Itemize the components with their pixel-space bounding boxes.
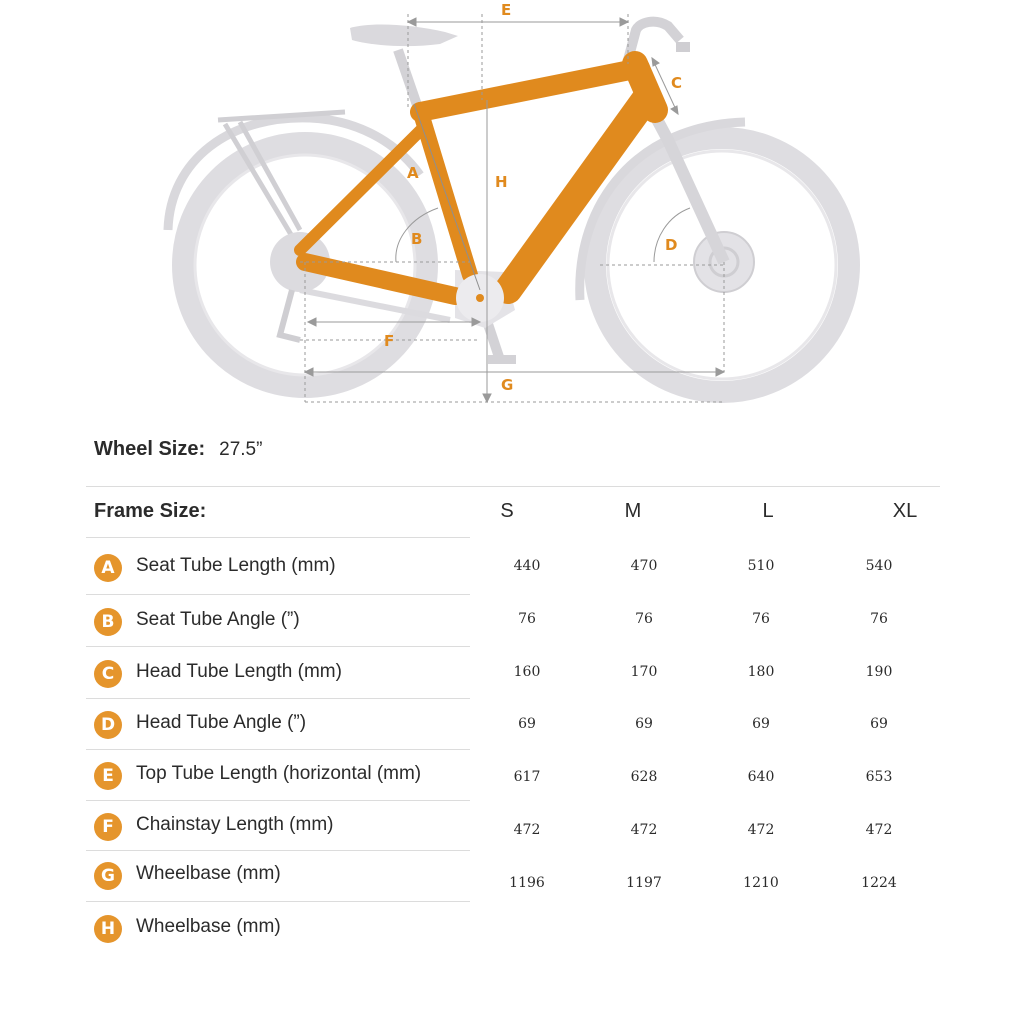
table-cell: 76: [518, 611, 536, 627]
table-cell: 1196: [509, 875, 545, 891]
table-row: [86, 901, 470, 953]
row-label: Head Tube Length (mm): [136, 661, 342, 682]
table-row: [86, 749, 470, 801]
table-cell: 76: [635, 611, 653, 627]
table-cell: 69: [635, 716, 653, 732]
rear-derailleur: [280, 290, 300, 340]
wheel-size-value: 27.5”: [219, 439, 263, 460]
table-cell: 628: [630, 769, 658, 785]
dimension-label-d: D: [665, 236, 678, 254]
size-header-l: L: [762, 500, 774, 522]
row-divider: [86, 749, 470, 750]
table-cell: 472: [513, 822, 541, 838]
dimension-badge: C: [94, 660, 122, 688]
dimension-label-c: C: [671, 74, 683, 92]
row-divider: [86, 800, 470, 801]
dimension-badge: E: [94, 762, 122, 790]
table-cell: 69: [752, 716, 770, 732]
table-cell: 180: [747, 664, 775, 680]
row-divider: [86, 646, 470, 647]
wheel-size-label: Wheel Size:: [94, 438, 206, 460]
saddle: [350, 25, 458, 47]
dimension-label-e: E: [501, 1, 512, 19]
row-label: Wheelbase (mm): [136, 863, 281, 884]
row-divider: [86, 537, 470, 538]
table-cell: 617: [513, 769, 541, 785]
dimension-badge: F: [94, 813, 122, 841]
table-cell: 440: [513, 558, 541, 574]
table-row: [86, 594, 470, 646]
divider: [86, 486, 940, 487]
table-cell: 472: [865, 822, 893, 838]
row-label: Head Tube Angle (”): [136, 712, 307, 733]
dimension-badge: D: [94, 711, 122, 739]
dimension-badge: A: [94, 554, 122, 582]
table-cell: 1210: [743, 875, 779, 891]
table-row: [86, 698, 470, 750]
dimension-label-h: H: [495, 173, 508, 191]
dimension-badge: G: [94, 862, 122, 890]
table-cell: 472: [747, 822, 775, 838]
table-cell: 69: [870, 716, 888, 732]
dimension-label-a: A: [407, 164, 419, 182]
table-cell: 69: [518, 716, 536, 732]
wheel-size-row: [94, 438, 262, 461]
row-label: Seat Tube Length (mm): [136, 555, 336, 576]
table-row: [86, 537, 470, 589]
table-cell: 76: [870, 611, 888, 627]
table-row: [86, 850, 470, 902]
dimension-label-g: G: [501, 376, 514, 394]
dimension-guides: [300, 14, 724, 402]
table-cell: 1224: [861, 875, 897, 891]
table-cell: 653: [865, 769, 893, 785]
row-divider: [86, 850, 470, 851]
row-label: Top Tube Length (horizontal (mm): [136, 763, 422, 784]
dimension-label-b: B: [411, 230, 423, 248]
table-cell: 540: [865, 558, 893, 574]
bike-geometry-diagram: [0, 0, 1024, 420]
row-divider: [86, 901, 470, 902]
top-tube: [420, 68, 640, 112]
dimension-badge: H: [94, 915, 122, 943]
dimension-label-f: F: [384, 332, 395, 350]
table-cell: 640: [747, 769, 775, 785]
table-cell: 170: [630, 664, 658, 680]
size-header-s: S: [500, 500, 514, 522]
row-divider: [86, 594, 470, 595]
table-cell: 160: [513, 664, 541, 680]
table-cell: 76: [752, 611, 770, 627]
table-row: [86, 646, 470, 698]
table-cell: 472: [630, 822, 658, 838]
row-label: Seat Tube Angle (”): [136, 609, 300, 630]
row-divider: [86, 698, 470, 699]
row-label: Chainstay Length (mm): [136, 814, 334, 835]
table-cell: 190: [865, 664, 893, 680]
table-row: [86, 800, 470, 852]
table-cell: 470: [630, 558, 658, 574]
frame-size-label: Frame Size:: [94, 500, 207, 522]
table-cell: 510: [747, 558, 775, 574]
size-header-m: M: [624, 500, 642, 522]
table-cell: 1197: [626, 875, 662, 891]
size-header-xl: XL: [892, 500, 918, 522]
dimension-badge: B: [94, 608, 122, 636]
row-label: Wheelbase (mm): [136, 916, 281, 937]
